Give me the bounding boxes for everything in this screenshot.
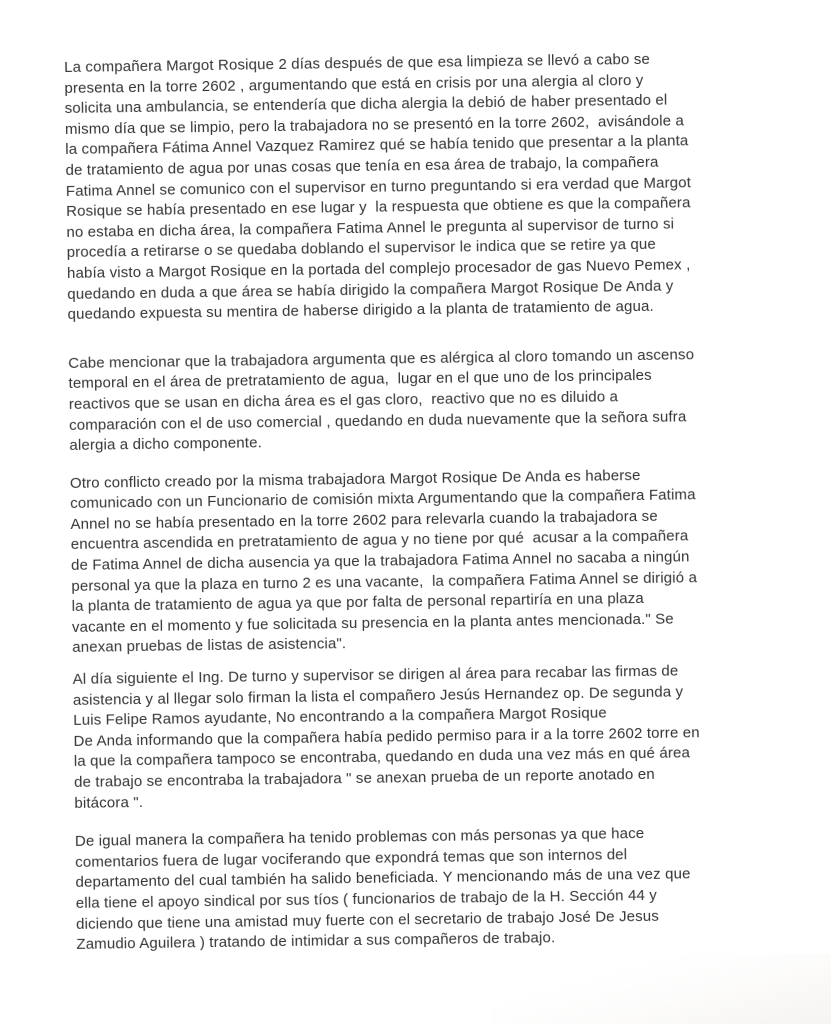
text-line: Cabe mencionar que la trabajadora argumenta que es alérgica al cloro tomando un ascenso <box>68 345 695 372</box>
document-text <box>64 48 788 956</box>
text-line: reactivos que se usan en dicha área es el gas cloro, reactivo que no es diluido a <box>68 388 619 413</box>
text-line: alergia a dicho componente. <box>69 434 263 455</box>
text-line: bitácora ". <box>74 793 144 812</box>
text-line: de Fatima Annel de dicha ausencia ya que la trabajadora Fatima Annel no sacaba a ningún <box>70 548 690 575</box>
text-line: anexan pruebas de listas de asistencia". <box>72 635 347 657</box>
text-line: De Anda informando que la compañera había pedido permiso para ir a la torre 2602 torre en <box>73 724 700 750</box>
text-line: Fatima Annel se comunico con el supervisor en turno preguntando si era verdad que Margot <box>65 173 692 200</box>
text-line: encuentra ascendida en pretratamiento de agua y no tiene por qué acusar a la compañera <box>70 527 689 554</box>
text-line: comunicado con un Funcionario de comisión mixta Argumentando que la compañera Fatima <box>70 486 696 513</box>
text-line: mismo día que se limpio, pero la trabajadora no se presentó en la torre 2602, avisándole a <box>64 112 685 138</box>
text-line: De igual manera la compañera ha tenido problemas con más personas ya que hace <box>74 825 645 851</box>
text-line: vacante en el momento y fue solicitada su presencia en la planta antes mencionada." Se <box>71 610 674 636</box>
text-line: comentarios fuera de lugar vociferando que expondrá temas que son internos del <box>75 845 628 871</box>
text-line: comparación con el de uso comercial , quedando en duda nuevamente que la señora sufra <box>69 407 687 434</box>
paragraph <box>73 660 787 814</box>
text-line: la planta de tratamiento de agua ya que por falta de personal repartiría en una plaza <box>71 590 645 616</box>
text-line: la compañera Fátima Annel Vazquez Ramirez qué se había tenido que presentar a la planta <box>65 132 689 159</box>
text-line: Otro conflicto creado por la misma trabajadora Margot Rosique De Anda es haberse <box>69 466 641 492</box>
text-line: Annel no se había presentado en la torre 2602 para relevarla cuando la trabajadora se <box>70 507 658 533</box>
text-line: había visto a Margot Rosique en la portada del complejo procesador de gas Nuevo Pemex , <box>66 256 691 282</box>
text-line: presenta en la torre 2602 , argumentando que está en crisis por una alergia al cloro y <box>64 71 644 97</box>
text-line: quedando expuesta su mentira de haberse dirigido a la planta de tratamiento de agua. <box>67 297 654 324</box>
text-line: diciendo que tiene una amistad muy fuerte con el secretario de trabajo José De Jesus <box>75 907 660 933</box>
text-line: asistencia y al llegar solo firman la lista el compañero Jesús Hernandez op. De segunda y <box>72 683 684 709</box>
text-line: departamento del cual también ha salido beneficiada. Y mencionando más de una vez que <box>75 865 691 892</box>
text-line: Rosique se había presentado en ese lugar y la respuesta que obtiene es que la compañera <box>66 194 691 221</box>
text-line: la que la compañera tampoco se encontraba, quedando en duda una vez más en qué área <box>73 744 691 771</box>
text-line: La compañera Margot Rosique 2 días después de que esa limpieza se llevó a cabo se <box>64 50 651 76</box>
text-line: ella tiene el apoyo sindical por sus tíos ( funcionarios de trabajo de la H. Sección 44 y <box>75 886 658 912</box>
paragraph <box>70 464 785 659</box>
text-line: Zamudio Aguilera ) tratando de intimidar a sus compañeros de trabajo. <box>76 929 556 954</box>
text-line: de tratamiento de agua por unas cosas que tenía en esa área de trabajo, la compañera <box>65 153 659 179</box>
text-line: procedía a retirarse o se quedaba doblando el supervisor le indica que se retire ya que <box>66 236 657 262</box>
text-line: solicita una ambulancia, se entendería que dicha alergia la debió de haber presentado el <box>64 91 668 118</box>
paragraph <box>75 822 789 955</box>
text-line: Luis Felipe Ramos ayudante, No encontrando a la compañera Margot Rosique <box>73 704 607 730</box>
paragraph <box>64 48 780 326</box>
text-line: personal ya que la plaza en turno 2 es una vacante, la compañera Fatima Annel se dirigió a <box>71 568 698 595</box>
text-line: Al día siguiente el Ing. De turno y supervisor se dirigen al área para recabar las firmas de <box>72 662 679 688</box>
paragraph <box>68 344 781 457</box>
text-line: quedando en duda a que área se había dirigido la compañera Margot Rosique De Anda y <box>67 277 674 303</box>
text-line: temporal en el área de pretratamiento de agua, lugar en el que uno de los principales <box>68 367 652 393</box>
text-line: de trabajo se encontraba la trabajadora " se anexan prueba de un reporte anotado en <box>73 765 655 791</box>
text-line: no estaba en dicha área, la compañera Fatima Annel le pregunta al supervisor de turno si <box>66 215 675 241</box>
page-corner-shadow <box>491 954 831 1024</box>
